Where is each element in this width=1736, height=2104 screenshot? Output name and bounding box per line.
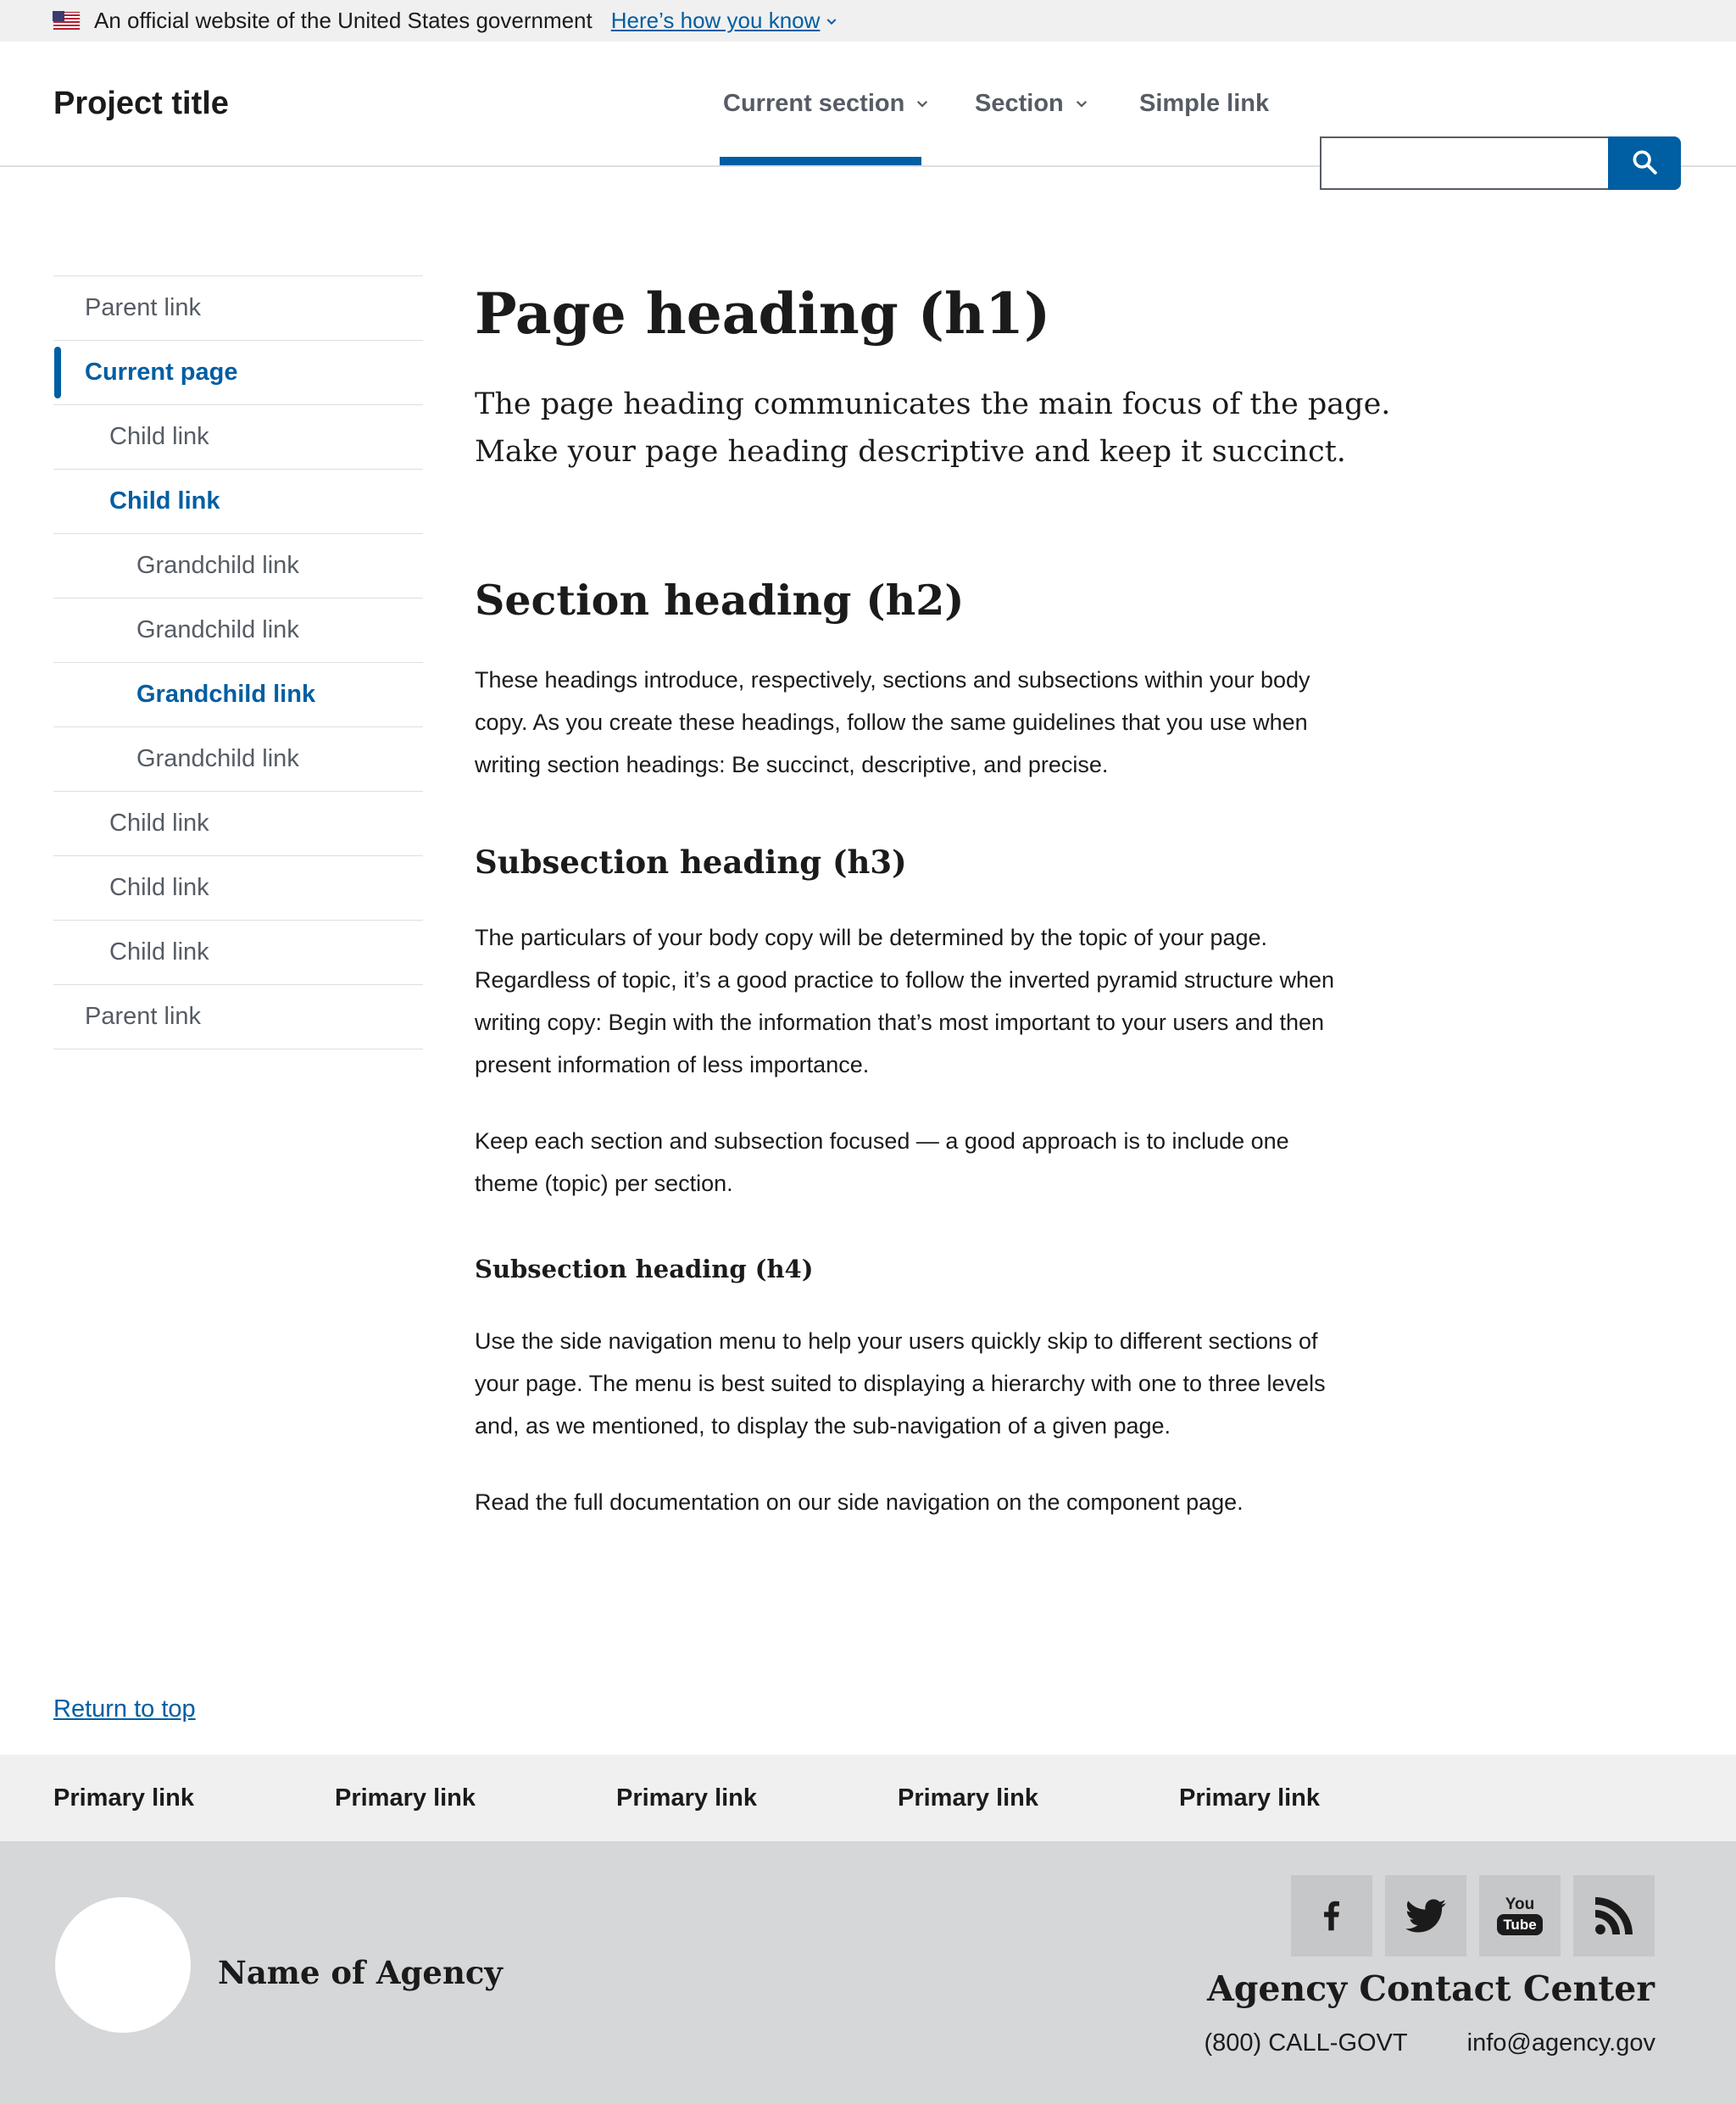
page-heading-h1: Page heading (h1): [475, 281, 1051, 347]
nav-item-current-section[interactable]: [723, 42, 930, 165]
agency-phone-link[interactable]: (800) CALL-GOVT: [1204, 2029, 1408, 2057]
sidenav-label: Child link: [109, 810, 209, 837]
agency-contact-heading: Agency Contact Center: [1206, 1968, 1655, 2009]
sidenav-item-child-link[interactable]: [53, 855, 423, 920]
chevron-down-icon: [1074, 90, 1089, 118]
main-content: [475, 280, 1449, 1523]
subsection-heading-h3: Subsection heading (h3): [475, 843, 907, 882]
sidenav-label: Parent link: [85, 294, 202, 321]
section-heading-h2: Section heading (h2): [475, 575, 965, 625]
social-links: [1291, 1875, 1655, 1956]
footer-agency-section: [0, 1841, 1736, 2104]
sidenav-item-child-link[interactable]: [53, 404, 423, 469]
rss-icon[interactable]: [1573, 1875, 1655, 1956]
footer-primary-link[interactable]: Primary link: [53, 1784, 195, 1812]
return-to-top-link[interactable]: Return to top: [53, 1695, 196, 1723]
body-paragraph: These headings introduce, respectively, sections and subsections within your body copy. As you create these headings, follow the same guidelines that you use when writing section headings: Be succinct, descriptive, and precise.: [475, 667, 1310, 778]
sidenav-item-current-page[interactable]: [53, 340, 423, 404]
sidenav-label: Child link: [109, 487, 220, 515]
nav-item-simple-link[interactable]: [1139, 42, 1269, 165]
nav-item-section[interactable]: [975, 42, 1089, 165]
nav-item-label: Simple link: [1139, 89, 1270, 117]
sidenav-label: Child link: [109, 874, 209, 901]
body-paragraph: The particulars of your body copy will be determined by the topic of your page. Regardless of topic, it’s a good practice to follow the inverted pyramid structure when writing copy: Begin with the information that’s most important to your users and then present information of less importance.: [475, 925, 1335, 1078]
youtube-logo-bottom-text: Tube: [1497, 1914, 1542, 1935]
sidenav-item-child-link[interactable]: [53, 920, 423, 984]
side-navigation: [53, 276, 423, 1049]
sidenav-item-grandchild-link[interactable]: [53, 726, 423, 791]
sidenav-item-child-link[interactable]: [53, 791, 423, 855]
body-paragraph: Use the side navigation menu to help your users quickly skip to different sections of your page. The menu is best suited to displaying a hierarchy with one to three levels and, as we mentioned, to display the sub-navigation of a given page.: [475, 1328, 1326, 1439]
footer-primary-link[interactable]: Primary link: [616, 1784, 758, 1812]
project-title: Project title: [53, 86, 229, 121]
subsection-heading-h4: Subsection heading (h4): [475, 1255, 814, 1284]
banner-link-label: Here’s how you know: [610, 8, 821, 33]
youtube-logo-top-text: You: [1505, 1895, 1535, 1913]
footer-primary-link[interactable]: Primary link: [1179, 1784, 1321, 1812]
agency-name: Name of Agency: [218, 1954, 503, 1991]
search-form: [1320, 136, 1681, 190]
us-flag-canton: [53, 11, 64, 21]
sidenav-item-grandchild-link[interactable]: [53, 533, 423, 598]
search-input[interactable]: [1320, 136, 1608, 190]
facebook-icon[interactable]: [1291, 1875, 1372, 1956]
chevron-down-icon: [825, 8, 838, 34]
agency-contact-info: [1204, 2029, 1655, 2057]
search-button[interactable]: [1608, 136, 1681, 190]
search-icon: [1630, 148, 1659, 179]
intro-paragraph: The page heading communicates the main focus of the page. Make your page heading descriptive and keep it succinct.: [475, 387, 1391, 469]
sidenav-label: Grandchild link: [136, 552, 299, 579]
banner-how-you-know-link[interactable]: [611, 8, 839, 34]
sidenav-label: Child link: [109, 423, 209, 450]
youtube-icon[interactable]: [1479, 1875, 1561, 1956]
sidenav-item-parent-link[interactable]: [53, 276, 423, 340]
youtube-logo: [1497, 1896, 1542, 1935]
current-section-underline: [720, 157, 921, 165]
us-flag-icon: [53, 11, 81, 31]
banner-text: An official website of the United States government: [94, 8, 593, 33]
sidenav-label: Child link: [109, 938, 209, 966]
sidenav-item-grandchild-link[interactable]: [53, 598, 423, 662]
sidenav-label: Grandchild link: [136, 681, 316, 708]
sidenav-item-grandchild-link[interactable]: [53, 662, 423, 726]
sidenav-label: Current page: [85, 359, 238, 386]
footer-primary-link[interactable]: Primary link: [335, 1784, 476, 1812]
sidenav-label: Grandchild link: [136, 745, 299, 772]
site-header: [0, 42, 1736, 167]
chevron-down-icon: [915, 90, 930, 118]
agency-logo-placeholder: [55, 1897, 191, 2033]
sidenav-item-child-link[interactable]: [53, 469, 423, 533]
body-paragraph: Read the full documentation on our side navigation on the component page.: [475, 1489, 1244, 1516]
nav-item-label: Section: [975, 89, 1064, 117]
body-paragraph: Keep each section and subsection focused — a good approach is to include one theme (topic) per section.: [475, 1128, 1289, 1197]
nav-item-label: Current section: [723, 89, 905, 117]
sidenav-item-parent-link[interactable]: [53, 984, 423, 1049]
twitter-icon[interactable]: [1385, 1875, 1466, 1956]
footer-primary-link[interactable]: Primary link: [898, 1784, 1039, 1812]
agency-email-link[interactable]: info@agency.gov: [1466, 2029, 1655, 2057]
sidenav-label: Grandchild link: [136, 616, 299, 643]
sidenav-label: Parent link: [85, 1003, 202, 1030]
footer-nav: [0, 1755, 1736, 1841]
gov-banner: [0, 0, 1736, 42]
